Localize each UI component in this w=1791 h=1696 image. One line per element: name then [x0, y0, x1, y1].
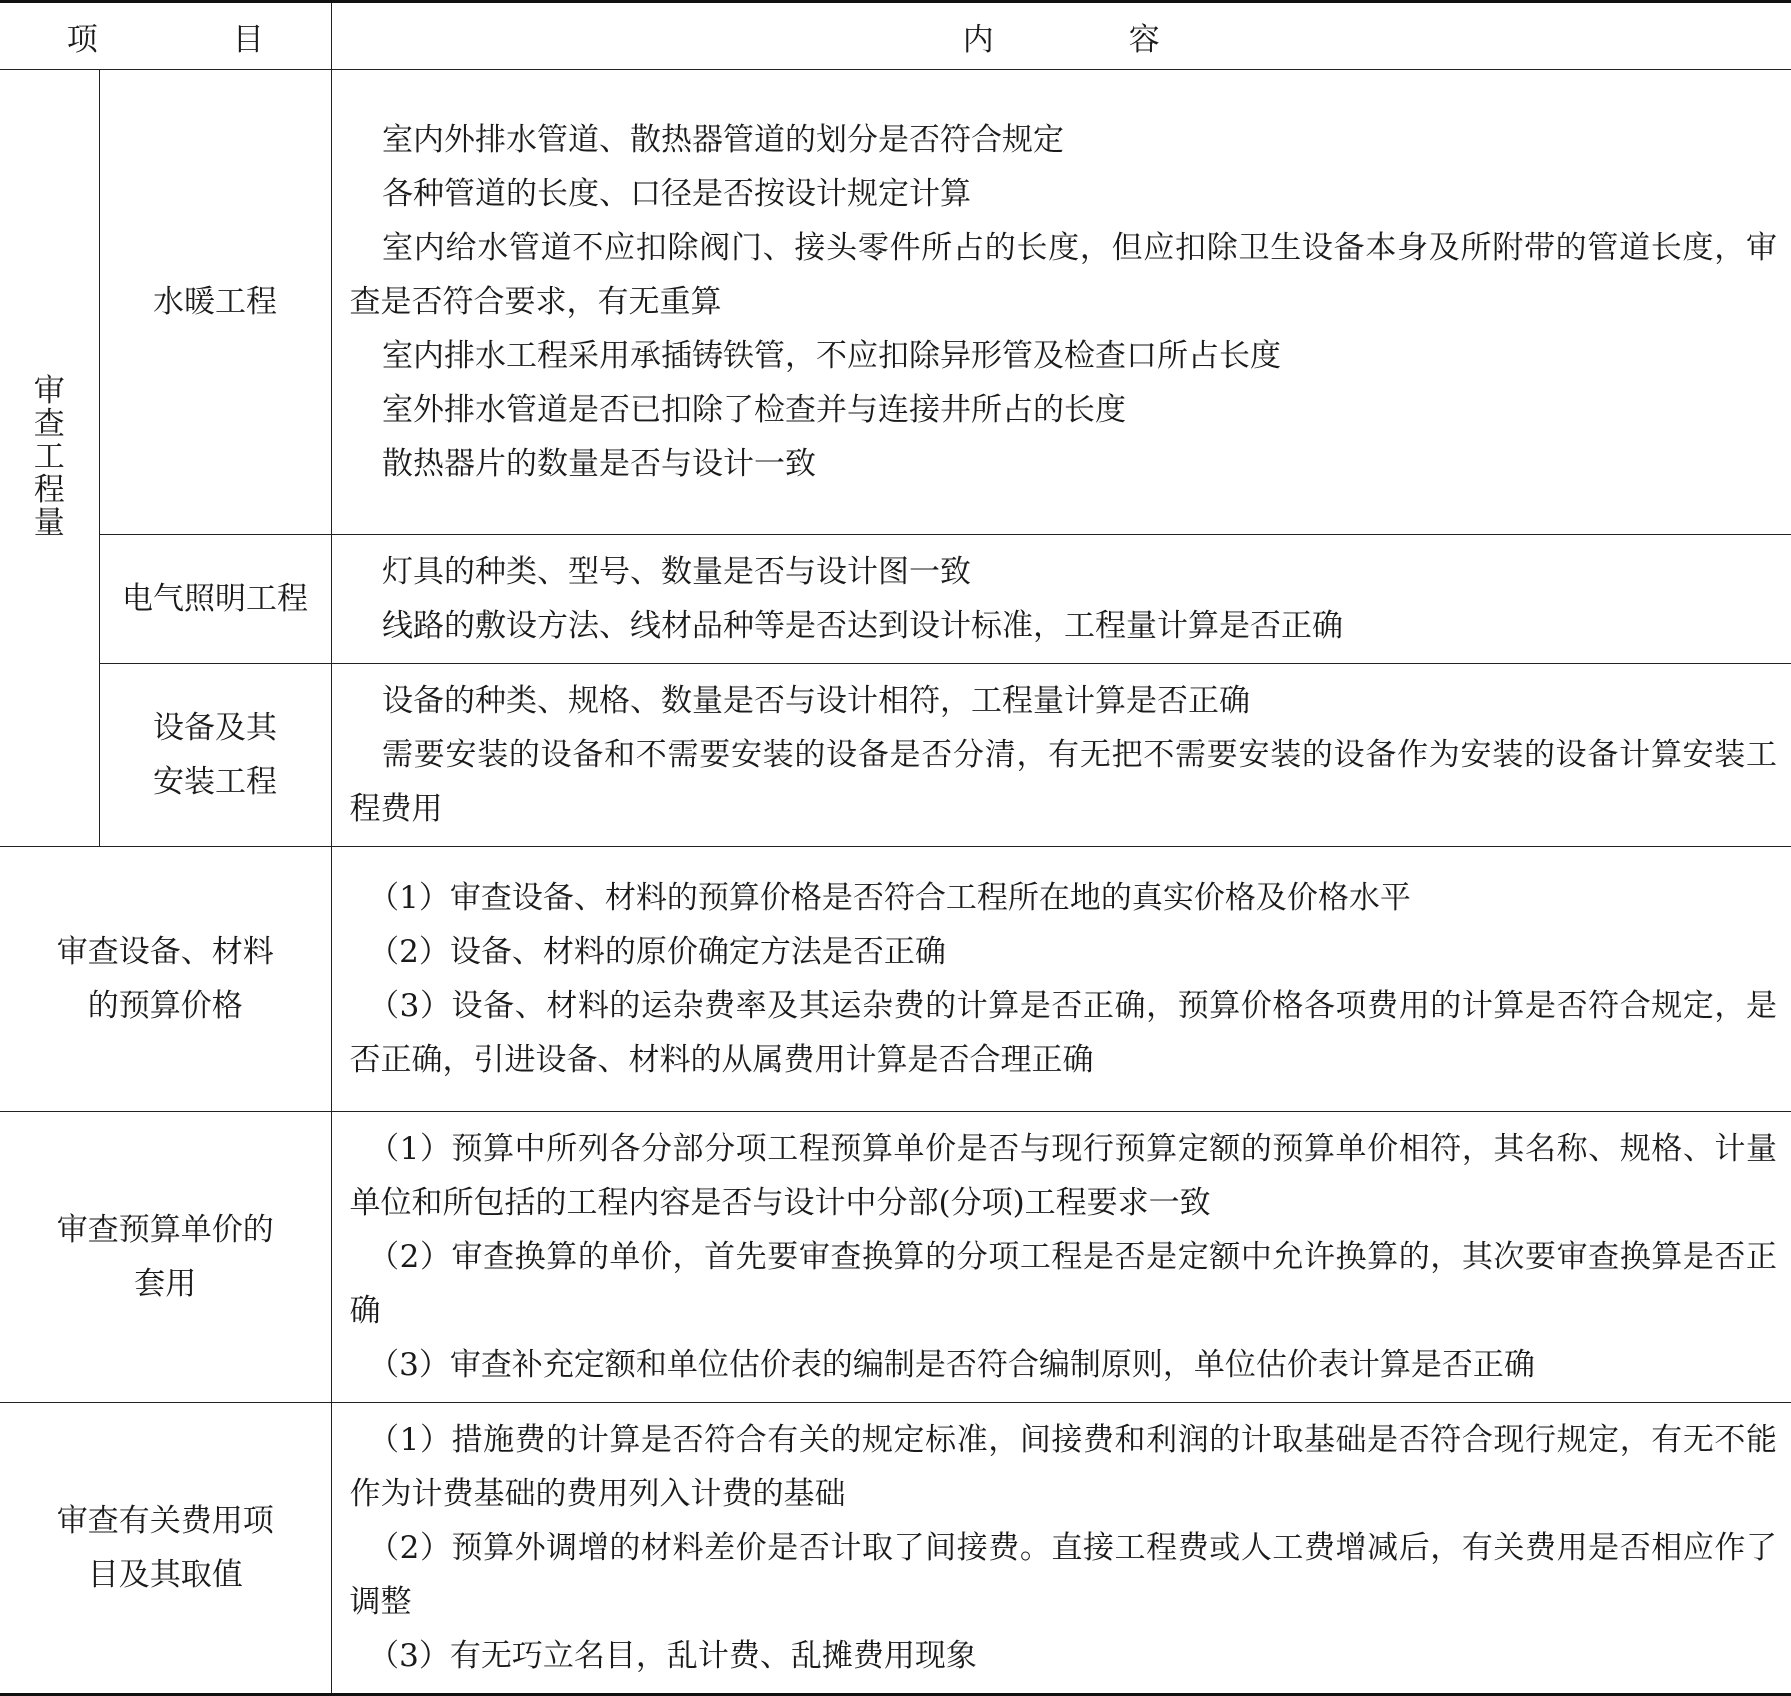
- content-line: （2）预算外调增的材料差价是否计取了间接费。直接工程费或人工费增减后，有关费用是否相应作了调整: [349, 1530, 1777, 1620]
- section1-title: 审查工程量: [33, 373, 65, 541]
- content-line: 室内外排水管道、散热器管道的划分是否符合规定: [382, 122, 1065, 158]
- section4-content: [331, 1403, 1791, 1695]
- content-line: （2）设备、材料的原价确定方法是否正确: [368, 934, 946, 970]
- header-item-label: 项 目: [66, 21, 316, 58]
- section2-content: [331, 847, 1791, 1112]
- section3-label: 审查预算单价的套用: [56, 1212, 274, 1302]
- header-item: [0, 2, 331, 70]
- row-label-text: 水暖工程: [153, 284, 277, 320]
- content-line: 需要安装的设备和不需要安装的设备是否分清，有无把不需要安装的设备作为安装的设备计算安装工程费用: [349, 737, 1777, 827]
- content-line: （1）预算中所列各分部分项工程预算单价是否与现行预算定额的预算单价相符，其名称、规格、计量单位和所包括的工程内容是否与设计中分部(分项)工程要求一致: [349, 1131, 1777, 1221]
- row-content-electrical: [331, 535, 1791, 664]
- section4-label: 审查有关费用项目及其取值: [56, 1503, 274, 1593]
- content-line: 各种管道的长度、口径是否按设计规定计算: [382, 176, 972, 212]
- content-line: （2）审查换算的单价，首先要审查换算的分项工程是否是定额中允许换算的，其次要审查换算是否正确: [349, 1239, 1777, 1329]
- row-content-equipment: [331, 664, 1791, 847]
- row-label-equipment: [99, 664, 331, 847]
- table-row: [0, 70, 1791, 535]
- content-line: （1）措施费的计算是否符合有关的规定标准，间接费和利润的计取基础是否符合现行规定，有无不能作为计费基础的费用列入计费的基础: [349, 1422, 1777, 1512]
- table-row: [0, 1403, 1791, 1695]
- section2-label: 审查设备、材料的预算价格: [56, 934, 274, 1024]
- row-content-plumbing: [331, 70, 1791, 535]
- section3-content: [331, 1112, 1791, 1403]
- content-line: （1）审查设备、材料的预算价格是否符合工程所在地的真实价格及价格水平: [368, 880, 1411, 916]
- section3-label-cell: [0, 1112, 331, 1403]
- content-line: 室内给水管道不应扣除阀门、接头零件所占的长度，但应扣除卫生设备本身及所附带的管道长度，审查是否符合要求，有无重算: [349, 230, 1777, 320]
- row-label-text: 设备及其安装工程: [153, 710, 277, 800]
- section1-title-cell: [0, 70, 99, 847]
- content-line: （3）审查补充定额和单位估价表的编制是否符合编制原则，单位估价表计算是否正确: [368, 1347, 1535, 1383]
- row-label-text: 电气照明工程: [122, 581, 308, 617]
- content-line: 设备的种类、规格、数量是否与设计相符，工程量计算是否正确: [382, 683, 1251, 719]
- table-row: [0, 847, 1791, 1112]
- header-row: [0, 2, 1791, 70]
- row-label-plumbing: [99, 70, 331, 535]
- section2-label-cell: [0, 847, 331, 1112]
- content-line: 室内排水工程采用承插铸铁管，不应扣除异形管及检查口所占长度: [382, 338, 1282, 374]
- table-row: [0, 1112, 1791, 1403]
- header-content-label: 内 容: [962, 21, 1212, 58]
- content-line: 散热器片的数量是否与设计一致: [382, 446, 817, 482]
- header-content: [331, 2, 1791, 70]
- content-line: 线路的敷设方法、线材品种等是否达到设计标准，工程量计算是否正确: [382, 608, 1344, 644]
- content-line: （3）设备、材料的运杂费率及其运杂费的计算是否正确，预算价格各项费用的计算是否符合规定，是否正确，引进设备、材料的从属费用计算是否合理正确: [349, 988, 1777, 1078]
- content-line: 灯具的种类、型号、数量是否与设计图一致: [382, 554, 972, 590]
- table-row: [0, 664, 1791, 847]
- content-line: 室外排水管道是否已扣除了检查并与连接井所占的长度: [382, 392, 1127, 428]
- row-label-electrical: [99, 535, 331, 664]
- table-row: [0, 535, 1791, 664]
- section4-label-cell: [0, 1403, 331, 1695]
- content-line: （3）有无巧立名目，乱计费、乱摊费用现象: [368, 1638, 977, 1674]
